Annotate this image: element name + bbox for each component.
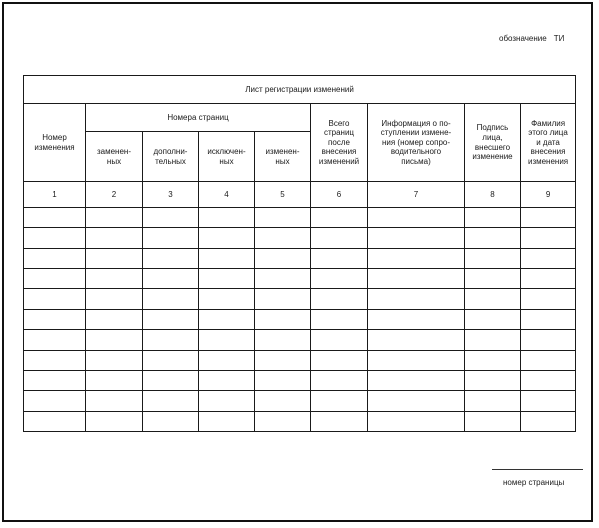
table-cell (311, 350, 368, 370)
header-replaced: заменен- ных (86, 132, 143, 182)
table-cell (465, 269, 521, 289)
page-number-line (492, 469, 583, 470)
page-number-label: номер страницы (503, 478, 565, 487)
table-cell (199, 370, 255, 390)
table-cell (24, 228, 86, 248)
table-cell (311, 208, 368, 228)
table-cell (465, 330, 521, 350)
table-cell (311, 309, 368, 329)
table-cell (465, 411, 521, 431)
table-cell (521, 391, 576, 411)
table-cell (368, 370, 465, 390)
table-cell (24, 370, 86, 390)
table-cell (521, 208, 576, 228)
column-number: 4 (199, 182, 255, 208)
table-row (24, 370, 576, 390)
table-cell (465, 208, 521, 228)
header-info: Информация о по- ступлении измене- ния (номер сопро- водительного письма) (368, 104, 465, 182)
header-signature: Подпись лица, внесшего изменение (465, 104, 521, 182)
table-cell (143, 208, 199, 228)
table-cell (368, 289, 465, 309)
column-number: 2 (86, 182, 143, 208)
table-cell (199, 330, 255, 350)
table-row (24, 248, 576, 268)
table-cell (199, 289, 255, 309)
table-cell (24, 350, 86, 370)
table-cell (86, 411, 143, 431)
table-cell (255, 228, 311, 248)
table-cell (199, 391, 255, 411)
table-row (24, 208, 576, 228)
table-row (24, 330, 576, 350)
table-cell (24, 391, 86, 411)
table-cell (143, 309, 199, 329)
table-cell (199, 269, 255, 289)
table-cell (311, 370, 368, 390)
table-cell (86, 309, 143, 329)
designation-label: обозначение (499, 34, 547, 43)
column-number: 1 (24, 182, 86, 208)
table-cell (521, 309, 576, 329)
table-cell (24, 309, 86, 329)
table-cell (24, 330, 86, 350)
table-cell (24, 289, 86, 309)
column-number: 9 (521, 182, 576, 208)
table-cell (465, 289, 521, 309)
table-cell (143, 350, 199, 370)
table-cell (311, 330, 368, 350)
table-cell (255, 248, 311, 268)
table-cell (465, 350, 521, 370)
table-cell (368, 208, 465, 228)
table-cell (465, 391, 521, 411)
table-cell (311, 248, 368, 268)
table-cell (86, 289, 143, 309)
table-cell (143, 411, 199, 431)
table-cell (143, 269, 199, 289)
table-cell (86, 269, 143, 289)
table-row (24, 228, 576, 248)
table-cell (521, 411, 576, 431)
table-cell (199, 350, 255, 370)
table-row (24, 269, 576, 289)
table-cell (521, 370, 576, 390)
table-cell (86, 330, 143, 350)
table-cell (143, 330, 199, 350)
header-page-numbers: Номера страниц (86, 104, 311, 132)
table-cell (521, 228, 576, 248)
table-cell (368, 248, 465, 268)
table-cell (465, 228, 521, 248)
table-cell (86, 350, 143, 370)
table-cell (368, 350, 465, 370)
table-cell (24, 411, 86, 431)
table-cell (255, 350, 311, 370)
table-cell (465, 248, 521, 268)
table-cell (255, 309, 311, 329)
table-cell (24, 208, 86, 228)
header-surname-date: Фамилия этого лица и дата внесения изменения (521, 104, 576, 182)
table-cell (368, 330, 465, 350)
table-cell (521, 248, 576, 268)
table-cell (86, 228, 143, 248)
table-cell (143, 289, 199, 309)
table-cell (311, 289, 368, 309)
table-cell (255, 269, 311, 289)
table-cell (199, 248, 255, 268)
designation-code: ТИ (553, 34, 565, 43)
table-cell (86, 248, 143, 268)
header-excluded: исключен- ных (199, 132, 255, 182)
table-cell (199, 208, 255, 228)
table-row (24, 391, 576, 411)
table-cell (199, 411, 255, 431)
table-cell (86, 208, 143, 228)
table-cell (368, 391, 465, 411)
table-cell (311, 391, 368, 411)
table-title: Лист регистрации изменений (24, 76, 576, 104)
table-cell (255, 289, 311, 309)
table-cell (143, 228, 199, 248)
table-cell (24, 269, 86, 289)
table-cell (521, 269, 576, 289)
header-change-number: Номер изменения (24, 104, 86, 182)
table-cell (311, 411, 368, 431)
table-cell (521, 350, 576, 370)
column-number: 3 (143, 182, 199, 208)
column-number-row (24, 182, 576, 208)
table-cell (255, 391, 311, 411)
table-cell (465, 309, 521, 329)
column-number: 5 (255, 182, 311, 208)
table-row (24, 289, 576, 309)
table-cell (255, 411, 311, 431)
table-row (24, 309, 576, 329)
table-cell (86, 370, 143, 390)
designation (499, 34, 564, 43)
table-cell (143, 248, 199, 268)
table-cell (86, 391, 143, 411)
blank-rows (24, 208, 576, 432)
table-cell (368, 228, 465, 248)
table-cell (311, 228, 368, 248)
table-cell (521, 330, 576, 350)
table-cell (255, 330, 311, 350)
header-total-pages: Всего страниц после внесения изменений (311, 104, 368, 182)
table-cell (521, 289, 576, 309)
table-row (24, 411, 576, 431)
table-cell (255, 370, 311, 390)
table-cell (368, 411, 465, 431)
table-cell (311, 269, 368, 289)
table-cell (368, 269, 465, 289)
column-number: 6 (311, 182, 368, 208)
table-cell (255, 208, 311, 228)
table-cell (143, 391, 199, 411)
header-additional: дополни- тельных (143, 132, 199, 182)
column-number: 7 (368, 182, 465, 208)
table-cell (368, 309, 465, 329)
table-cell (24, 248, 86, 268)
table-cell (465, 370, 521, 390)
table-cell (199, 228, 255, 248)
header-changed: изменен- ных (255, 132, 311, 182)
table-cell (143, 370, 199, 390)
table-row (24, 350, 576, 370)
column-number: 8 (465, 182, 521, 208)
change-registration-table (23, 75, 576, 432)
table-cell (199, 309, 255, 329)
